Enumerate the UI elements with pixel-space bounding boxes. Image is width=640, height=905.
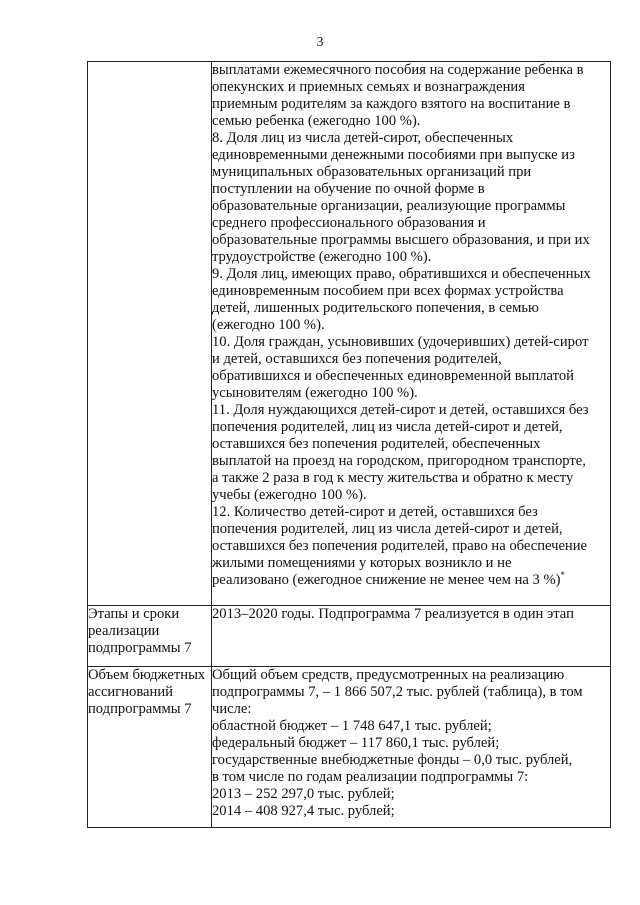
- content-line: 2013 – 252 297,0 тыс. рублей;: [212, 786, 395, 802]
- content-line: обратившихся и обеспеченных единовременной выплатой: [212, 368, 574, 384]
- content-line: государственные внебюджетные фонды – 0,0 тыс. рублей,: [212, 752, 573, 768]
- row-label-cell: [88, 667, 212, 828]
- content-line: подпрограммы 7, – 1 866 507,2 тыс. рублей (таблица), в том: [212, 684, 583, 700]
- content-line: (ежегодно 100 %).: [212, 317, 325, 333]
- page-number: 3: [316, 35, 324, 50]
- content-line: и детей, оставшихся без попечения родителей,: [212, 351, 502, 367]
- content-line: поступлении на обучение по очной форме в: [212, 181, 485, 197]
- table-row: [88, 606, 611, 667]
- content-line: семью ребенка (ежегодно 100 %).: [212, 113, 421, 129]
- row-content-cell: [212, 667, 611, 828]
- content-line: попечения родителей, лиц из числа детей-сирот и детей,: [212, 521, 563, 537]
- content-line: детей, лишенных родительского попечения, в семью: [212, 300, 539, 316]
- content-line: оставшихся без попечения родителей, право на обеспечение: [212, 538, 588, 554]
- content-line: оставшихся без попечения родителей, обеспеченных: [212, 436, 541, 452]
- content-line: 10. Доля граждан, усыновивших (удочеривших) детей-сирот: [212, 334, 589, 350]
- content-line: 8. Доля лиц из числа детей-сирот, обеспеченных: [212, 130, 514, 146]
- content-line: реализовано (ежегодное снижение не менее чем на 3 %)*: [212, 570, 565, 588]
- content-line: среднего профессионального образования и: [212, 215, 486, 231]
- content-line: жилыми помещениями у которых возникло и не: [212, 555, 512, 571]
- content-line: выплатой на проезд на городском, пригородном транспорте,: [212, 453, 586, 469]
- row-label: Этапы и сроки реализации подпрограммы 7: [88, 606, 192, 656]
- content-line: образовательные организации, реализующие программы: [212, 198, 566, 214]
- content-line: трудоустройстве (ежегодно 100 %).: [212, 249, 432, 265]
- content-line: 9. Доля лиц, имеющих право, обратившихся и обеспеченных: [212, 266, 591, 282]
- content-line: единовременными денежными пособиями при выпуске из: [212, 147, 575, 163]
- content-line: учебы (ежегодно 100 %).: [212, 487, 367, 503]
- table-row: [88, 667, 611, 828]
- passport-table: [87, 61, 611, 828]
- content-line: муниципальных образовательных организаций при: [212, 164, 532, 180]
- table-row: [88, 62, 611, 606]
- content-line: образовательные программы высшего образования, и при их: [212, 232, 590, 248]
- footnote-mark: *: [560, 570, 565, 581]
- content-line: приемным родителям за каждого взятого на воспитание в: [212, 96, 571, 112]
- row-content-cell: [212, 62, 611, 606]
- content-line: областной бюджет – 1 748 647,1 тыс. рублей;: [212, 718, 492, 734]
- content-line: усыновителям (ежегодно 100 %).: [212, 385, 418, 401]
- content-line: федеральный бюджет – 117 860,1 тыс. рублей;: [212, 735, 500, 751]
- content-line: 2013–2020 годы. Подпрограмма 7 реализуется в один этап: [212, 606, 574, 622]
- content-line: 11. Доля нуждающихся детей-сирот и детей, оставшихся без: [212, 402, 589, 418]
- content-line: а также 2 раза в год к месту жительства и обратно к месту: [212, 470, 574, 486]
- content-line: опекунских и приемных семьях и вознаграждения: [212, 79, 525, 95]
- row-content-cell: [212, 606, 611, 667]
- content-line: Общий объем средств, предусмотренных на реализацию: [212, 667, 565, 683]
- row-label-cell: [88, 606, 212, 667]
- content-line: единовременным пособием при всех формах устройства: [212, 283, 564, 299]
- content-line: в том числе по годам реализации подпрограммы 7:: [212, 769, 529, 785]
- content-line: 12. Количество детей-сирот и детей, оставшихся без: [212, 504, 538, 520]
- content-line: выплатами ежемесячного пособия на содержание ребенка в: [212, 62, 584, 78]
- content-line: числе:: [212, 701, 252, 717]
- content-line: 2014 – 408 927,4 тыс. рублей;: [212, 803, 395, 819]
- content-line: попечения родителей, лиц из числа детей-сирот и детей,: [212, 419, 563, 435]
- row-label-cell: [88, 62, 212, 606]
- row-label: Объем бюджетных ассигнований подпрограммы 7: [88, 667, 206, 717]
